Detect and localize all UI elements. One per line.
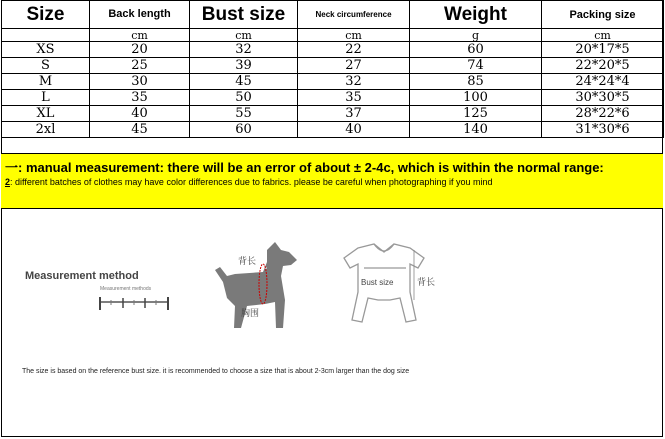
tape-measure-icon [98,294,170,312]
cell-back-length: 30 [90,74,190,90]
cell-weight: 74 [410,58,542,74]
cell-bust-size: 39 [190,58,298,74]
cell-bust-size: 50 [190,90,298,106]
cell-size: S [2,58,90,74]
dog-back-length-label: 背长 [238,256,257,266]
note-number: 2 [5,177,11,187]
unit-neck: cm [298,29,410,42]
table-row [2,90,664,106]
dog-silhouette-diagram [205,240,320,335]
cell-packing: 22*20*5 [542,58,664,74]
note-number: 一 [5,160,19,175]
cell-packing: 31*30*6 [542,122,664,138]
shirt-back-length-label: 背长 [417,277,436,287]
cell-back-length: 25 [90,58,190,74]
header-neck-circumference: Neck circumference [298,1,410,29]
table-row [2,58,664,74]
note-measurement-error [5,157,604,176]
shirt-bust-size-label: Bust size [361,278,394,287]
header-back-length: Back length [90,1,190,29]
cell-weight: 100 [410,90,542,106]
cell-neck: 27 [298,58,410,74]
unit-back-length: cm [90,29,190,42]
header-bust-size: Bust size [190,1,298,29]
note-text: : manual measurement: there will be an error of about ± 2-4c, which is within the normal range: [18,160,604,175]
cell-bust-size: 60 [190,122,298,138]
cell-back-length: 45 [90,122,190,138]
cell-packing: 24*24*4 [542,74,664,90]
cell-bust-size: 45 [190,74,298,90]
table-unit-row [2,29,664,42]
cell-weight: 140 [410,122,542,138]
unit-weight: g [410,29,542,42]
cell-back-length: 35 [90,90,190,106]
note-text: : different batches of clothes may have color differences due to fabrics. please be careful when photographing if you mind [10,177,493,187]
cell-size: L [2,90,90,106]
cell-packing: 28*22*6 [542,106,664,122]
unit-size [2,29,90,42]
cell-bust-size: 55 [190,106,298,122]
table-row [2,122,664,138]
table-header-row [2,1,664,29]
cell-neck: 22 [298,42,410,58]
cell-size: XS [2,42,90,58]
cell-size: XL [2,106,90,122]
cell-packing: 20*17*5 [542,42,664,58]
notes-banner [1,153,663,209]
cell-back-length: 20 [90,42,190,58]
unit-bust-size: cm [190,29,298,42]
cell-neck: 37 [298,106,410,122]
cell-size: M [2,74,90,90]
note-color-difference [5,177,492,187]
pet-clothing-diagram [330,240,440,335]
header-size: Size [2,1,90,29]
cell-weight: 60 [410,42,542,58]
size-recommendation-note: The size is based on the reference bust size. it is recommended to choose a size that is about 2-3cm larger than the dog size [22,368,410,375]
measurement-method-title: Measurement method [25,270,139,282]
table-row [2,42,664,58]
cell-back-length: 40 [90,106,190,122]
header-weight: Weight [410,1,542,29]
cell-bust-size: 32 [190,42,298,58]
cell-neck: 35 [298,90,410,106]
cell-size: 2xl [2,122,90,138]
table-row [2,106,664,122]
measurement-method-subtitle: Measurement methods [100,286,152,292]
header-packing-size: Packing size [542,1,664,29]
cell-neck: 32 [298,74,410,90]
cell-weight: 85 [410,74,542,90]
table-row [2,74,664,90]
size-table [1,0,664,138]
unit-packing: cm [542,29,664,42]
cell-packing: 30*30*5 [542,90,664,106]
cell-weight: 125 [410,106,542,122]
dog-chest-label: 胸围 [241,308,260,318]
cell-neck: 40 [298,122,410,138]
